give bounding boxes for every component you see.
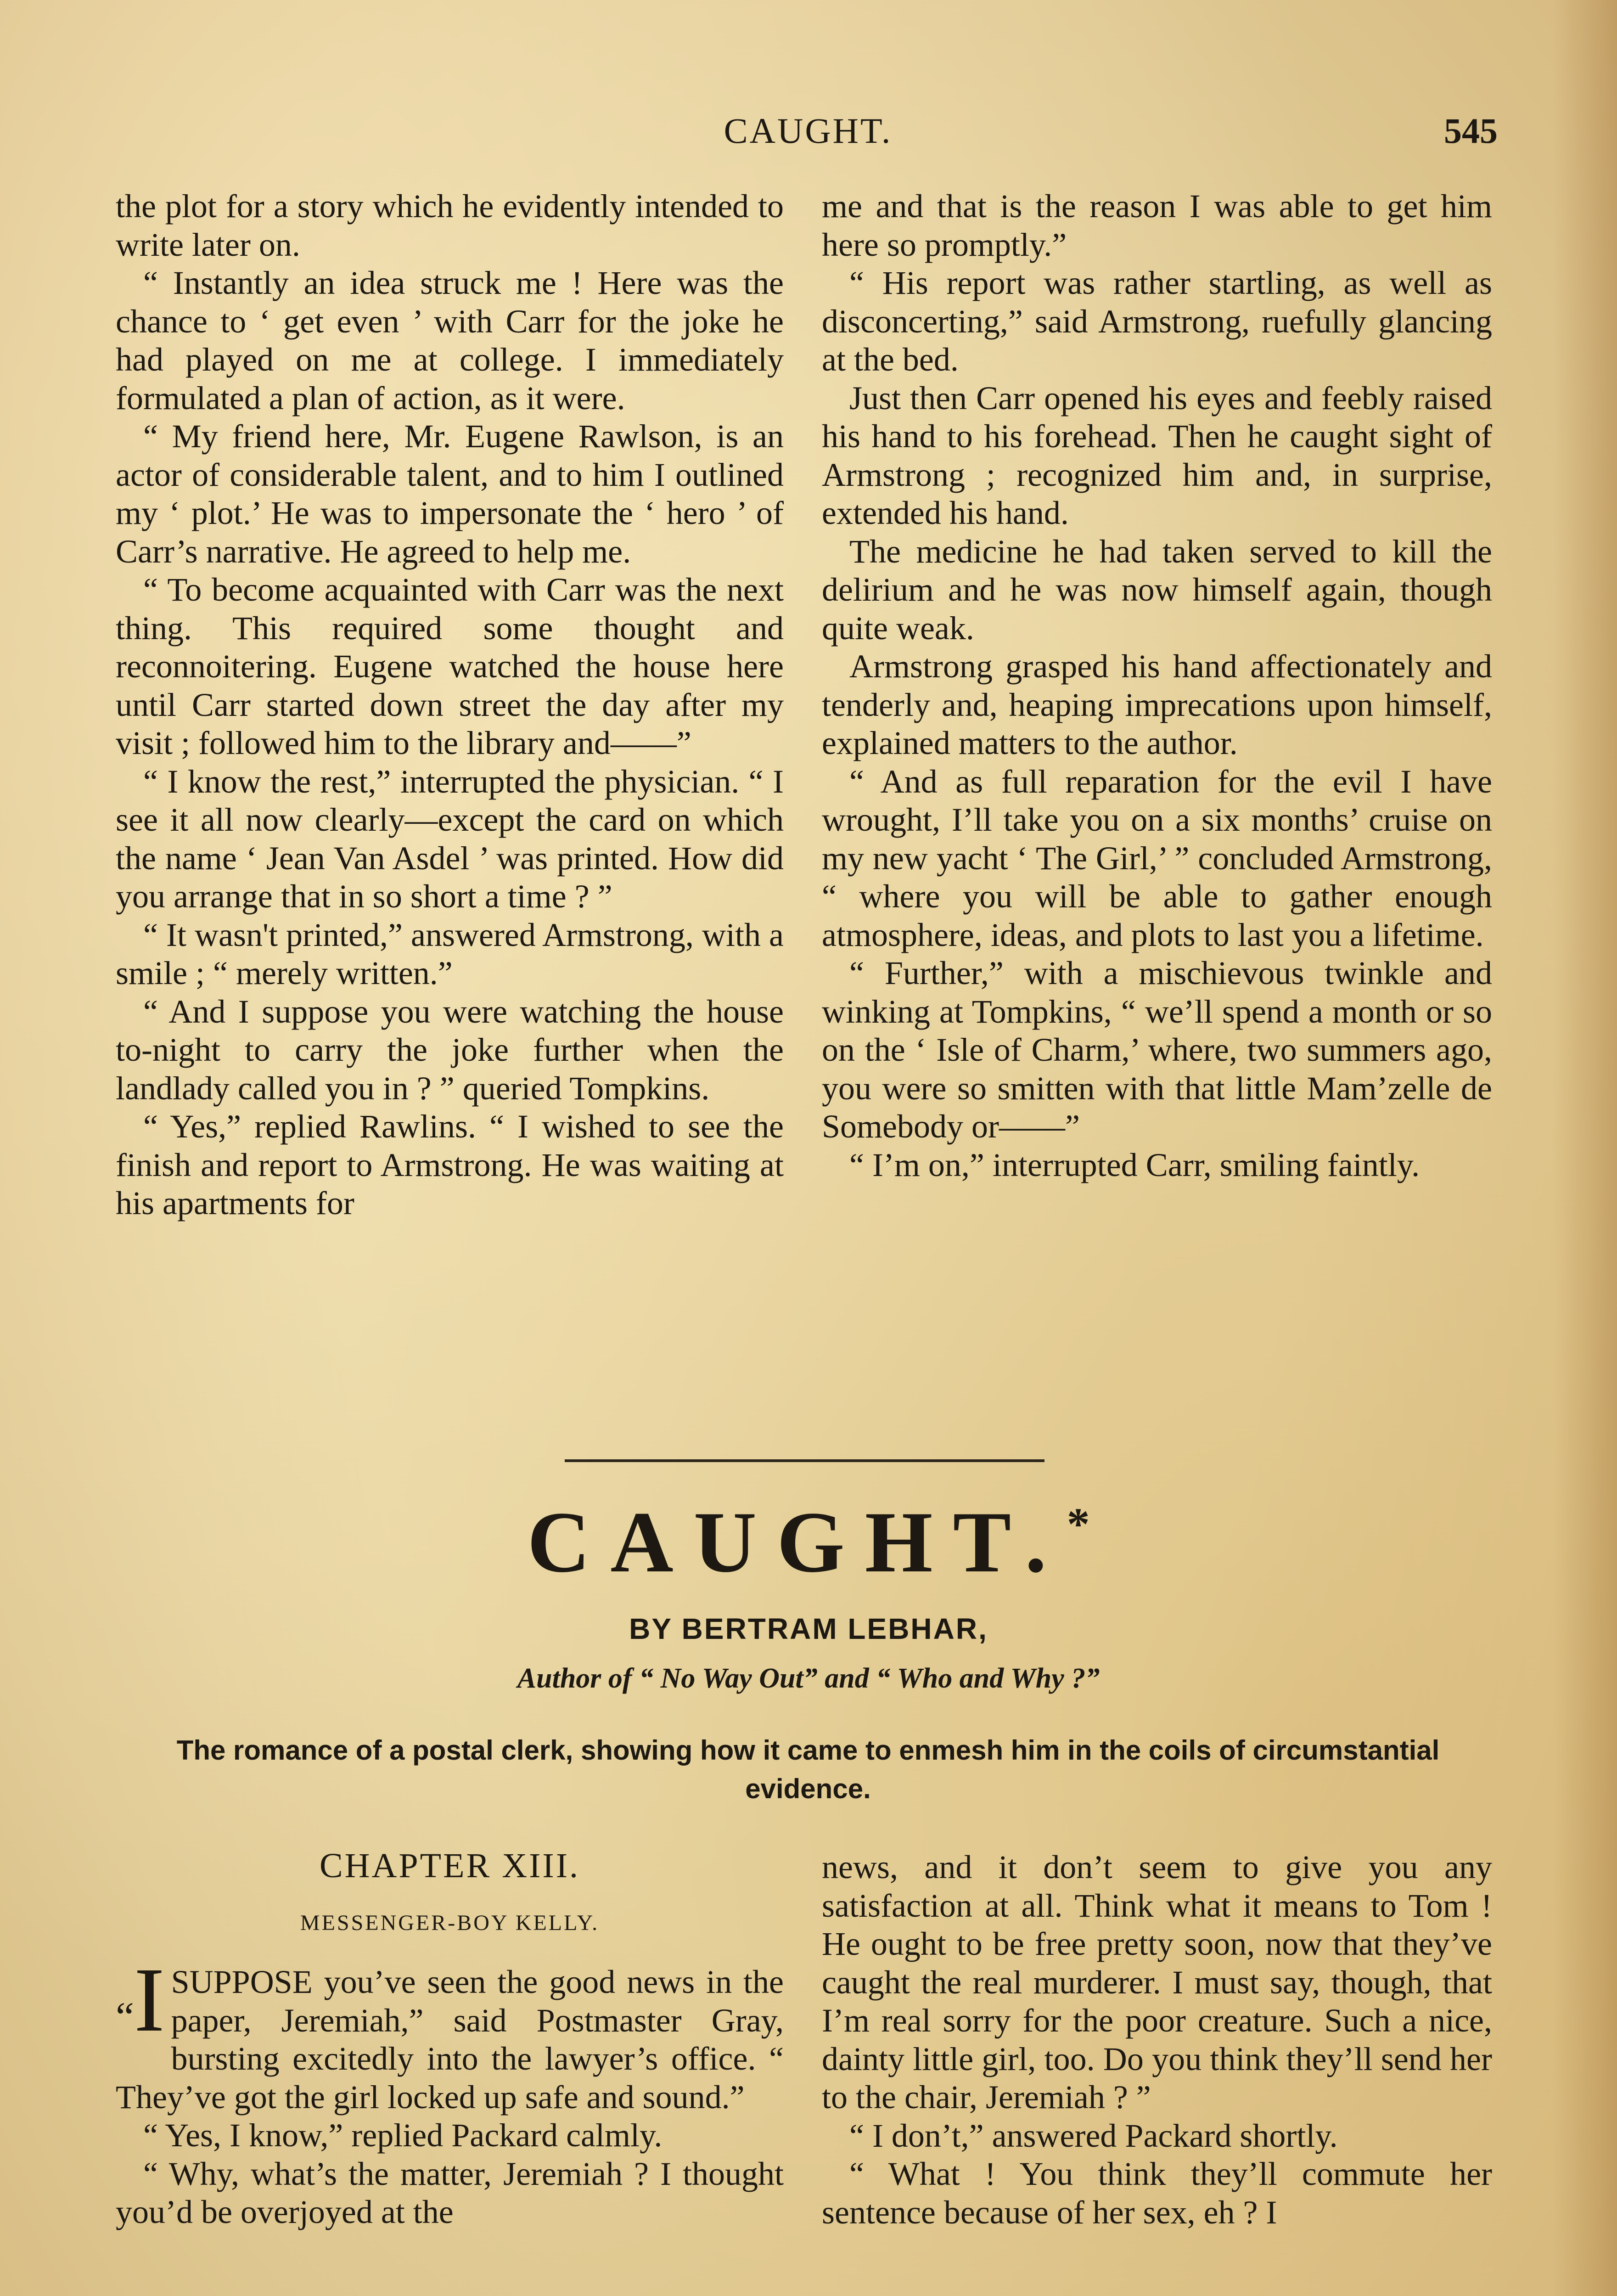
section-divider [565, 1459, 1044, 1462]
opening-paragraph [116, 1949, 784, 2116]
bottom-right-column [822, 1848, 1492, 2232]
drop-quote: “ [116, 1994, 134, 2040]
story-title-text: CAUGHT. [527, 1494, 1067, 1591]
footnote-mark: * [1067, 1498, 1090, 1549]
paragraph: “ I’m on,” interrupted Carr, smiling faintly. [849, 1146, 1420, 1183]
top-left-column [116, 187, 784, 1223]
paragraph: “ I know the rest,” interrupted the physician. “ I see it all now clearly—except the card on which the name ‘ Jean Van Asdel ’ was printed. How did you arrange that in so short a time ? ” [116, 763, 784, 915]
paragraph: Just then Carr opened his eyes and feebly raised his hand to his forehead. Then he caught sight of Armstrong ; recognized him and, in surprise, extended his hand. [822, 379, 1492, 531]
paragraph: news, and it don’t seem to give you any satisfaction at all. Think what it means to Tom ! He ought to be free pretty soon, now that they’ve caught the real murderer. I must say, though, that I’m real sorry for the poor creature. Such a nice, dainty little girl, too. Do you think they’ll send her to the chair, Jeremiah ? ” [822, 1849, 1492, 2116]
paragraph: “ Yes, I know,” replied Packard calmly. [143, 2117, 663, 2154]
page-number: 545 [1444, 111, 1498, 151]
paragraph: “ Why, what’s the matter, Jeremiah ? I thought you’d be overjoyed at the [116, 2155, 784, 2230]
paragraph: “ What ! You think they’ll commute her sentence because of her sex, eh ? I [822, 2155, 1492, 2231]
byline: BY BERTRAM LEBHAR, [629, 1612, 988, 1645]
drop-cap [116, 1949, 165, 2052]
bottom-left-column [116, 1949, 784, 2232]
paragraph: “ Instantly an idea struck me ! Here was the chance to ‘ get even ’ with Carr for the joke he had played on me at college. I immediately formulated a plan of action, as it were. [116, 264, 784, 416]
paragraph: “ And as full reparation for the evil I have wrought, I’ll take you on a six months’ cruise on my new yacht ‘ The Girl,’ ” concluded Armstrong, “ where you will be able to gather enough atmosphere, ideas, and plots to last you a lifetime. [822, 763, 1492, 953]
page-edge-shading [1553, 0, 1617, 2296]
paragraph: “ Yes,” replied Rawlins. “ I wished to see the finish and report to Armstrong. He was waiting at his apartments for [116, 1108, 784, 1221]
drop-cap-letter: I [134, 1949, 165, 2051]
paragraph: me and that is the reason I was able to get him here so promptly.” [822, 188, 1492, 263]
running-head: CAUGHT. [724, 111, 893, 151]
paragraph: Armstrong grasped his hand affectionately and tenderly and, heaping imprecations upon himself, explained matters to the author. [822, 648, 1492, 761]
chapter-subheading: MESSENGER-BOY KELLY. [300, 1911, 600, 1935]
paragraph: “ His report was rather startling, as well as disconcerting,” said Armstrong, ruefully glancing at the bed. [822, 264, 1492, 378]
paragraph: “ It wasn't printed,” answered Armstrong, with a smile ; “ merely written.” [116, 916, 784, 991]
paragraph: “ I don’t,” answered Packard shortly. [849, 2117, 1338, 2154]
opening-text: SUPPOSE you’ve seen the good news in the paper, Jeremiah,” said Postmaster Gray, bursting excitedly into the lawyer’s office. “ They’ve got the girl locked up safe and sound.” [116, 1964, 784, 2116]
author-credits: Author of “ No Way Out” and “ Who and Why ?” [517, 1663, 1100, 1694]
story-blurb: The romance of a postal clerk, showing how it came to enmesh him in the coils of circumstantial evidence. [176, 1735, 1440, 1804]
top-right-column [822, 187, 1492, 1184]
paragraph: the plot for a story which he evidently intended to write later on. [116, 188, 784, 263]
paragraph: “ My friend here, Mr. Eugene Rawlson, is an actor of considerable talent, and to him I outlined my ‘ plot.’ He was to impersonate the ‘ hero ’ of Carr’s narrative. He agreed to help me. [116, 418, 784, 570]
paragraph: “ And I suppose you were watching the house to-night to carry the joke further when the landlady called you in ? ” queried Tompkins. [116, 993, 784, 1107]
paragraph: “ To become acquainted with Carr was the next thing. This required some thought and reconnoitering. Eugene watched the house here until Carr started down street the day after my visit ; followed him to the library and——” [116, 571, 784, 761]
paragraph: “ Further,” with a mischievous twinkle and winking at Tompkins, “ we’ll spend a month or so on the ‘ Isle of Charm,’ where, two summers ago, you were so smitten with that little Mam’zelle de Somebody or——” [822, 955, 1492, 1145]
paragraph: The medicine he had taken served to kill the delirium and he was now himself again, though quite weak. [822, 533, 1492, 647]
story-title [0, 1492, 1617, 1593]
chapter-heading: CHAPTER XIII. [319, 1846, 580, 1885]
